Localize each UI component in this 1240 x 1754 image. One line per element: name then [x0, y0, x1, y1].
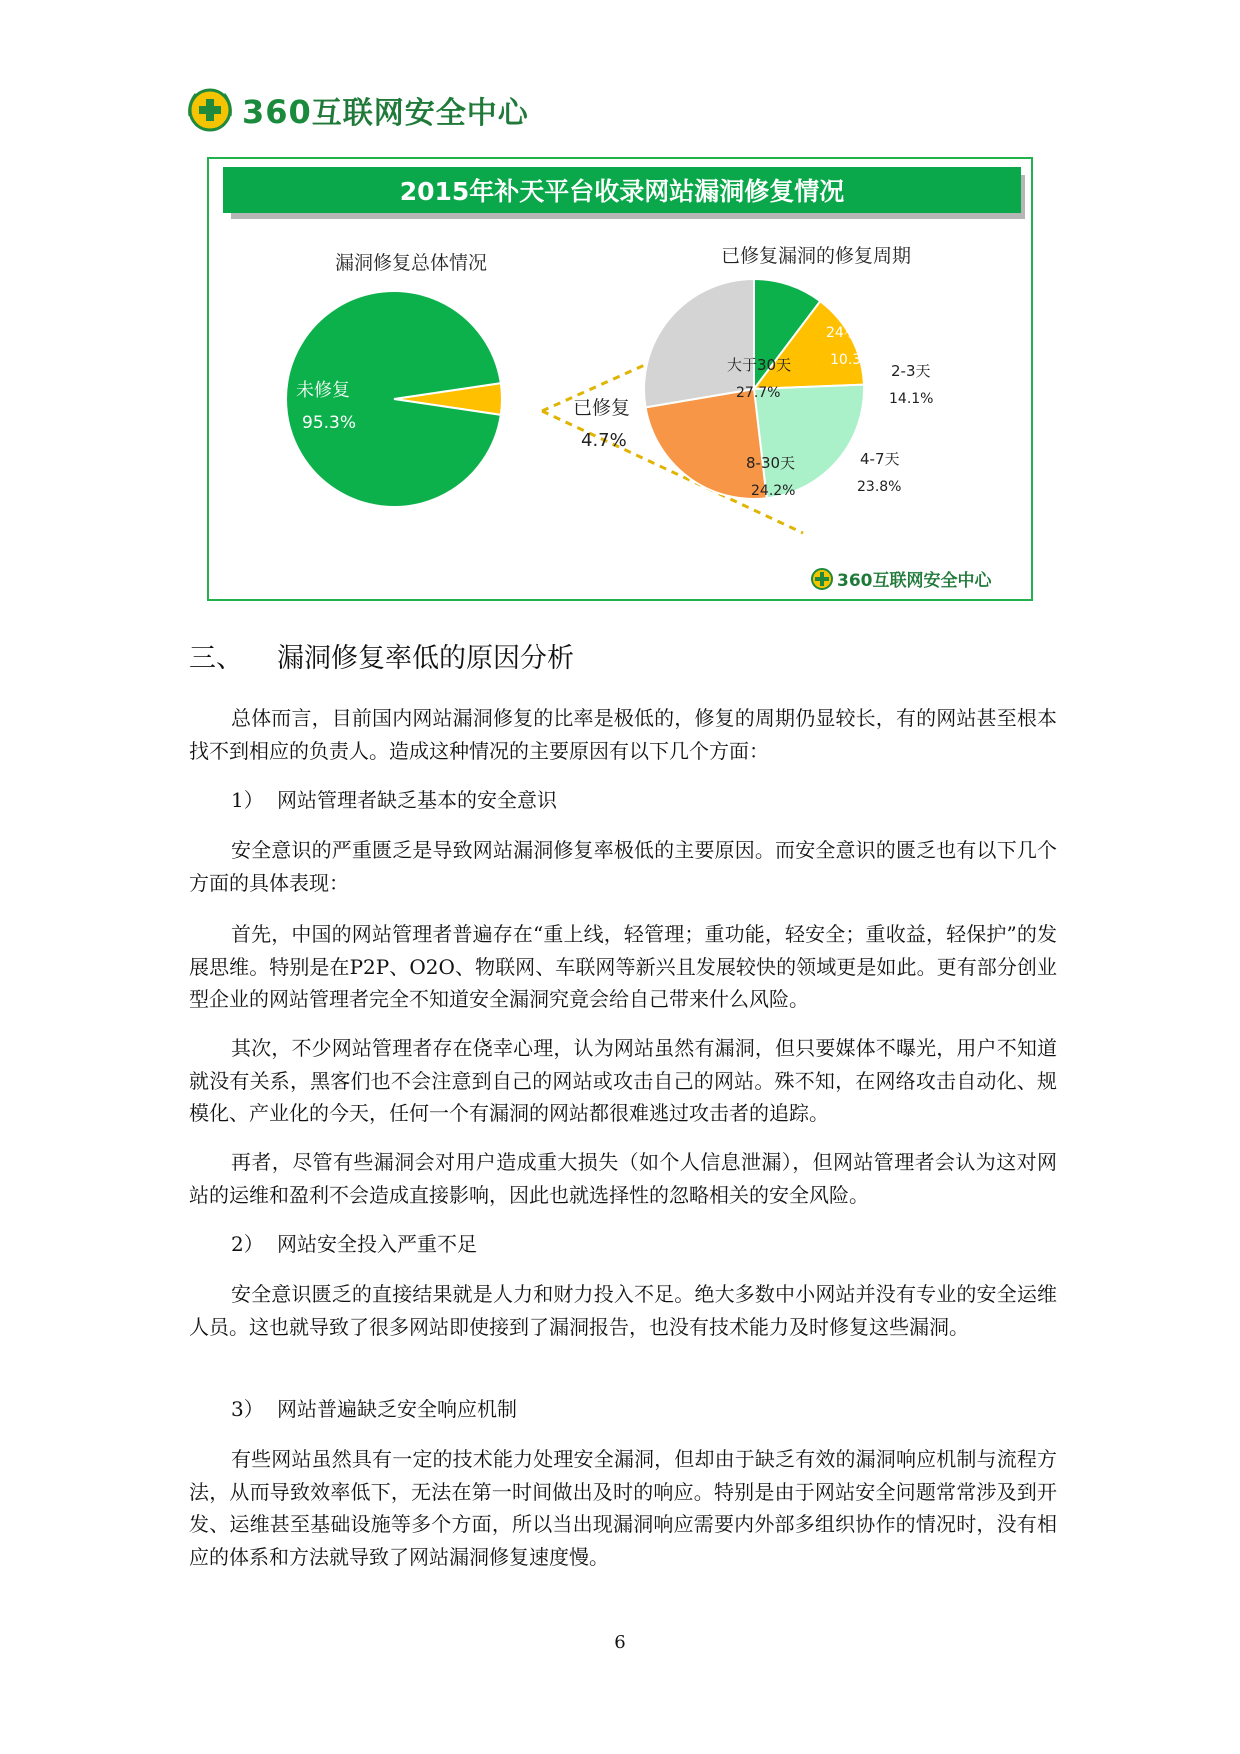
watermark-number: 360: [837, 571, 873, 591]
label-unfixed: 未修复: [296, 380, 350, 401]
left-chart-title: 漏洞修复总体情况: [334, 252, 488, 274]
subheading-3-number: 3）: [231, 1397, 264, 1421]
360-shield-icon: [186, 86, 234, 134]
label-fixed: 已修复: [573, 397, 631, 419]
right-chart-title: 已修复漏洞的修复周期: [720, 245, 912, 267]
svg-text:360互联网安全中心: [837, 570, 992, 591]
paragraph-3: 首先，中国的网站管理者普遍存在“重上线，轻管理；重功能，轻安全；重收益，轻保护”的发展思维。特别是在P2P、O2O、物联网、车联网等新兴且发展较快的领域更是如此。更有部分创业型企业的网站管理者完全不知道安全漏洞究竟会给自己带来什么风险。: [189, 922, 1057, 1011]
paragraph-6: 安全意识匮乏的直接结果就是人力和财力投入不足。绝大多数中小网站并没有专业的安全运维人员。这也就导致了很多网站即使接到了漏洞报告，也没有技术能力及时修复这些漏洞。: [189, 1282, 1057, 1339]
subheading-1: [231, 784, 557, 816]
label-8-30d: 8-30天: [746, 454, 796, 472]
value-8-30d: 24.2%: [751, 483, 796, 499]
subheading-2-title: 网站安全投入严重不足: [277, 1232, 477, 1256]
logo-text: [242, 88, 529, 132]
pie-slice-4-7d: [754, 385, 864, 499]
label-2-3d: 2-3天: [891, 362, 931, 380]
header-logo: [186, 86, 529, 134]
logo-number: 360: [242, 93, 312, 131]
value-2-3d: 14.1%: [889, 391, 934, 407]
figure-frame: [207, 157, 1033, 601]
section-number: 三、: [189, 643, 243, 674]
subheading-2: [231, 1228, 477, 1260]
value-fixed: 4.7%: [581, 430, 627, 451]
value-4-7d: 23.8%: [857, 479, 902, 495]
paragraph-4: 其次，不少网站管理者存在侥幸心理，认为网站虽然有漏洞，但只要媒体不曝光，用户不知道就没有关系，黑客们也不会注意到自己的网站或攻击自己的网站。殊不知，在网络攻击自动化、规模化、产业化的今天，任何一个有漏洞的网站都很难逃过攻击者的追踪。: [189, 1036, 1057, 1125]
label-24h: 24小时内: [826, 325, 886, 341]
watermark-name: 互联网安全中心: [872, 571, 992, 591]
paragraph-5: 再者，尽管有些漏洞会对用户造成重大损失（如个人信息泄漏），但网站管理者会认为这对网站的运维和盈利不会造成直接影响，因此也就选择性的忽略相关的安全风险。: [189, 1150, 1057, 1207]
page-number: 6: [614, 1632, 626, 1653]
paragraph-2: 安全意识的严重匮乏是导致网站漏洞修复率极低的主要原因。而安全意识的匮乏也有以下几个方面的具体表现：: [189, 838, 1057, 895]
subheading-1-number: 1）: [231, 788, 264, 812]
paragraph-7: 有些网站虽然具有一定的技术能力处理安全漏洞，但却由于缺乏有效的漏洞响应机制与流程方法，从而导致效率低下，无法在第一时间做出及时的响应。特别是由于网站安全问题常常涉及到开发、运维甚至基础设施等多个方面，所以当出现漏洞响应需要内外部多组织协作的情况时，没有相应的体系和方法就导致了网站漏洞修复速度慢。: [189, 1447, 1057, 1569]
value-24h: 10.3%: [830, 352, 875, 368]
label-4-7d: 4-7天: [860, 450, 900, 468]
value-unfixed: 95.3%: [302, 413, 357, 433]
subheading-3: [231, 1393, 517, 1425]
label-over-30d: 大于30天: [727, 356, 792, 374]
logo-name: 互联网安全中心: [311, 96, 529, 131]
subheading-3-title: 网站普遍缺乏安全响应机制: [277, 1397, 517, 1421]
figure-canvas: [209, 159, 1031, 599]
section-heading: [189, 636, 574, 675]
value-over-30d: 27.7%: [736, 385, 781, 401]
watermark-logo: [812, 569, 992, 591]
pie-slice-8-30d: [646, 389, 767, 499]
paragraph-1: 总体而言，目前国内网站漏洞修复的比率是极低的，修复的周期仍显较长，有的网站甚至根本找不到相应的负责人。造成这种情况的主要原因有以下几个方面：: [189, 706, 1057, 763]
subheading-2-number: 2）: [231, 1232, 264, 1256]
banner-title: 2015年补天平台收录网站漏洞修复情况: [399, 177, 845, 206]
subheading-1-title: 网站管理者缺乏基本的安全意识: [277, 788, 557, 812]
section-title: 漏洞修复率低的原因分析: [277, 643, 574, 674]
